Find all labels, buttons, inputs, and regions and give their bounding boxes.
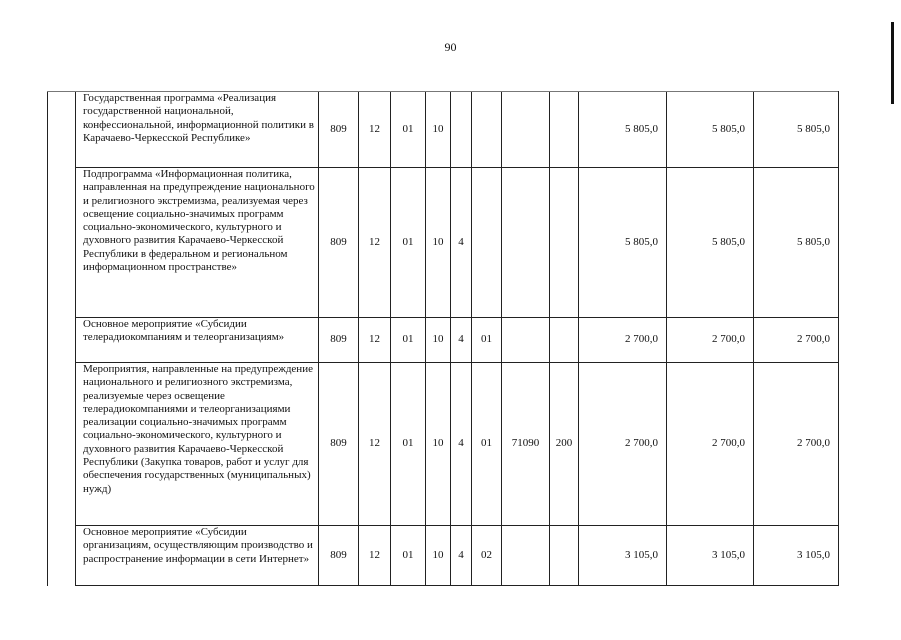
subsection-code: 01	[391, 92, 426, 168]
amount-year-1: 2 700,0	[579, 363, 667, 526]
table-row	[48, 318, 839, 363]
activity-code: 01	[472, 363, 502, 526]
row-name: Основное мероприятие «Субсидии организациям, осуществляющим производство и распространение информации в сети Интернет»	[76, 526, 319, 586]
page-edge-mark	[891, 22, 894, 104]
row-name: Основное мероприятие «Субсидии телерадиокомпаниям и телеорганизациям»	[76, 318, 319, 363]
ved-code: 809	[319, 526, 359, 586]
program-code: 10	[426, 92, 451, 168]
section-code: 12	[359, 92, 391, 168]
amount-year-3: 5 805,0	[754, 168, 839, 318]
amount-year-1: 5 805,0	[579, 168, 667, 318]
section-code: 12	[359, 363, 391, 526]
expense-type-code	[550, 168, 579, 318]
row-name: Мероприятия, направленные на предупреждение национального и религиозного экстремизма, реализуемые через освещение телерадиокомпаниями и телеорганизациями реализации социально-значимых программ социально-экономического, культурного и духовного развития Карачаево-Черкесской Республики (Закупка товаров, работ и услуг для обеспечения государственных (муниципальных) нужд)	[76, 363, 319, 526]
table-row	[48, 168, 839, 318]
amount-year-3: 3 105,0	[754, 526, 839, 586]
ved-code: 809	[319, 318, 359, 363]
direction-code	[502, 92, 550, 168]
amount-year-2: 5 805,0	[667, 92, 754, 168]
amount-year-1: 3 105,0	[579, 526, 667, 586]
activity-code	[472, 92, 502, 168]
amount-year-2: 3 105,0	[667, 526, 754, 586]
expense-type-code: 200	[550, 363, 579, 526]
activity-code	[472, 168, 502, 318]
ved-code: 809	[319, 168, 359, 318]
blank-column-cell	[48, 318, 76, 363]
table-row	[48, 92, 839, 168]
page-number: 90	[444, 40, 457, 54]
blank-column-cell	[48, 168, 76, 318]
direction-code: 71090	[502, 363, 550, 526]
program-code: 10	[426, 363, 451, 526]
program-code: 10	[426, 526, 451, 586]
row-name: Подпрограмма «Информационная политика, направленная на предупреждение национального и религиозного экстремизма, реализуемая через освещение социально-значимых программ социально-экономического, культурного и духовного развития Карачаево-Черкесской Республики в федеральном и региональном информационном пространстве»	[76, 168, 319, 318]
ved-code: 809	[319, 92, 359, 168]
activity-code: 02	[472, 526, 502, 586]
table-row	[48, 363, 839, 526]
direction-code	[502, 526, 550, 586]
amount-year-3: 5 805,0	[754, 92, 839, 168]
program-code: 10	[426, 168, 451, 318]
subsection-code: 01	[391, 363, 426, 526]
amount-year-3: 2 700,0	[754, 318, 839, 363]
subprogram-code: 4	[451, 526, 472, 586]
table-row	[48, 526, 839, 586]
activity-code: 01	[472, 318, 502, 363]
blank-column-cell	[48, 92, 76, 168]
expense-type-code	[550, 92, 579, 168]
amount-year-1: 5 805,0	[579, 92, 667, 168]
amount-year-1: 2 700,0	[579, 318, 667, 363]
subprogram-code: 4	[451, 363, 472, 526]
subprogram-code: 4	[451, 318, 472, 363]
subsection-code: 01	[391, 318, 426, 363]
section-code: 12	[359, 526, 391, 586]
blank-column-cell	[48, 363, 76, 526]
row-name: Государственная программа «Реализация государственной национальной, конфессиональной, информационной политики в Карачаево-Черкесской Республике»	[76, 92, 319, 168]
subprogram-code: 4	[451, 168, 472, 318]
expense-type-code	[550, 526, 579, 586]
section-code: 12	[359, 168, 391, 318]
direction-code	[502, 318, 550, 363]
subsection-code: 01	[391, 526, 426, 586]
direction-code	[502, 168, 550, 318]
subprogram-code	[451, 92, 472, 168]
blank-column-cell	[48, 526, 76, 586]
amount-year-3: 2 700,0	[754, 363, 839, 526]
budget-table	[47, 91, 839, 586]
amount-year-2: 2 700,0	[667, 363, 754, 526]
ved-code: 809	[319, 363, 359, 526]
amount-year-2: 5 805,0	[667, 168, 754, 318]
subsection-code: 01	[391, 168, 426, 318]
program-code: 10	[426, 318, 451, 363]
expense-type-code	[550, 318, 579, 363]
section-code: 12	[359, 318, 391, 363]
amount-year-2: 2 700,0	[667, 318, 754, 363]
